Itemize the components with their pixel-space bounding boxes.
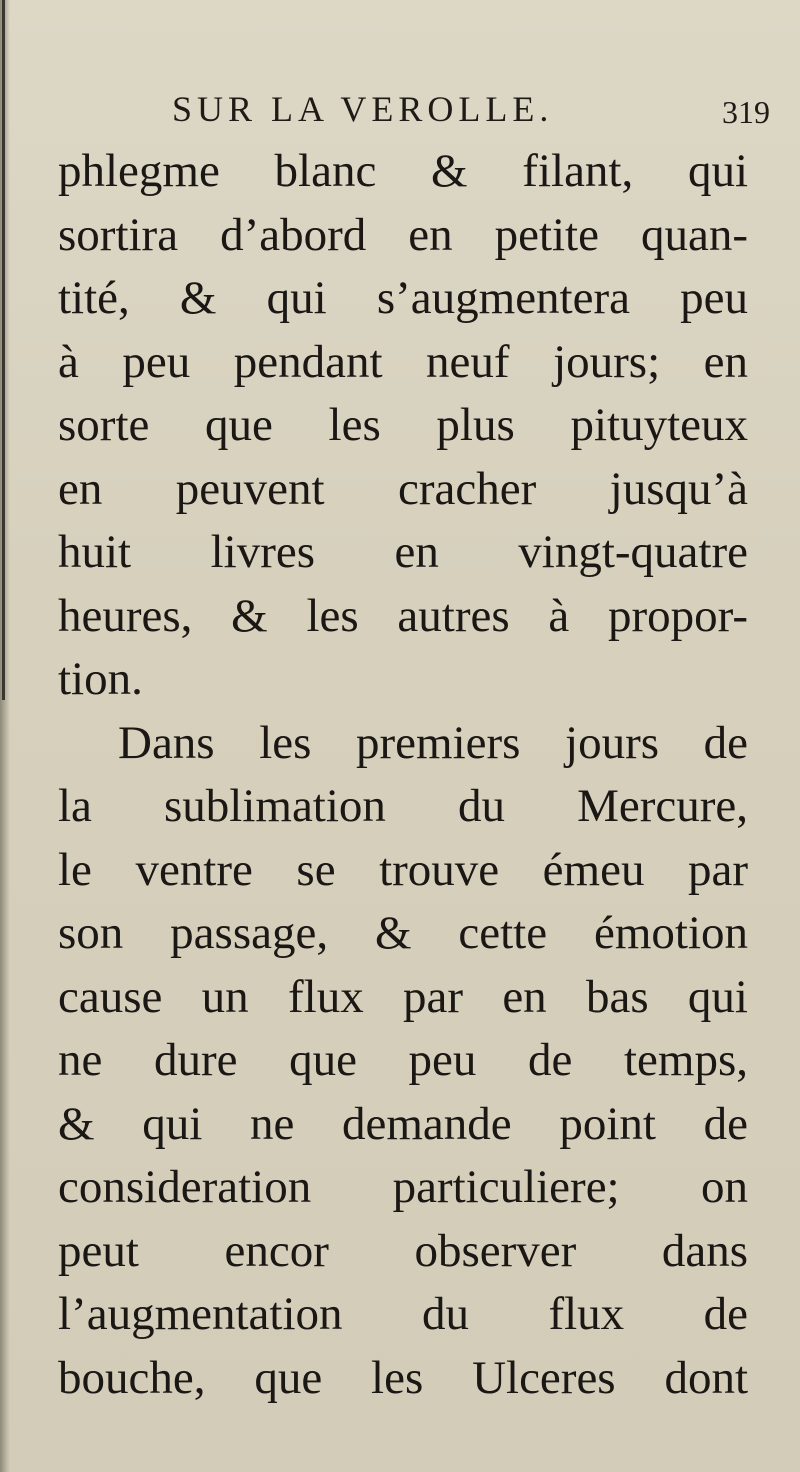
text-line: l’augmentation du flux de [58,1288,748,1340]
text-line: la sublimation du Mercure, [58,780,748,832]
page-number: 319 [722,94,770,130]
text-line: en peuvent cracher jusqu’à [58,462,748,515]
text-line: à peu pendant neuf jours; en [58,335,748,388]
page-header [60,88,770,148]
text-line: tion. [58,653,143,705]
body-text [58,140,748,1410]
text-line: son passage, & cette émotion [58,907,748,959]
text-line: ne dure que peu de temps, [58,1034,748,1086]
text-line: Dans les premiers jours de [118,716,748,769]
text-line: & qui ne demande point de [58,1097,748,1150]
text-line: sortira d’abord en petite quan- [58,208,748,261]
text-line: sorte que les plus pituyteux [58,399,748,451]
text-line: huit livres en vingt-quatre [58,526,748,578]
page-spine-edge [2,0,5,700]
text-line: heures, & les autres à propor- [58,589,748,642]
paragraph-1 [58,140,748,712]
text-line: consideration particuliere; on [58,1161,748,1213]
text-line: cause un flux par en bas qui [58,970,748,1023]
text-line: peut encor observer dans [58,1224,748,1277]
text-line: bouche, que les Ulceres dont [58,1351,748,1404]
text-line: tité, & qui s’augmentera peu [58,272,748,324]
paragraph-2 [58,712,748,1411]
running-head: SUR LA VEROLLE. [172,89,554,129]
text-line: phlegme blanc & filant, qui [58,145,748,197]
text-line: le ventre se trouve émeu par [58,843,748,896]
